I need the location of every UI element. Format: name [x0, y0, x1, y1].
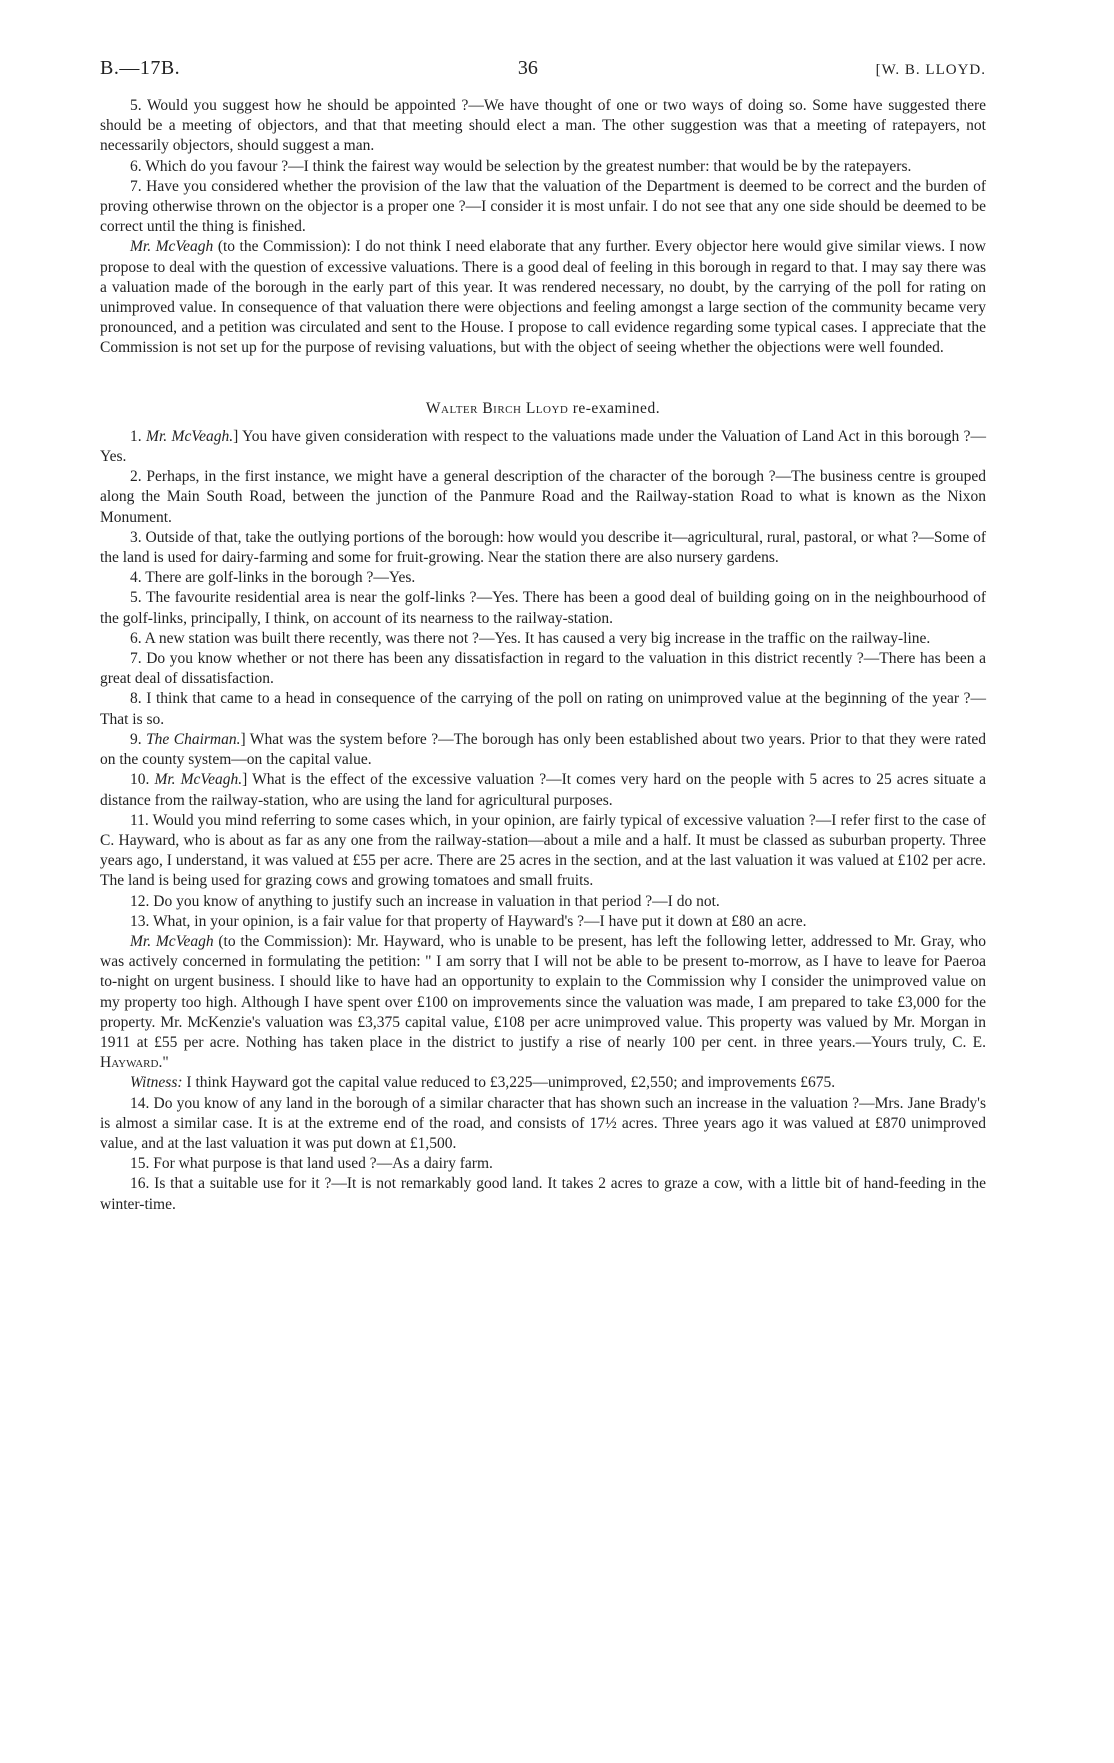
paragraph-q13: [100, 912, 986, 932]
paragraph-q16: [100, 1174, 986, 1214]
paragraph-q1: [100, 427, 986, 467]
paragraph-mcveagh1: [100, 237, 986, 358]
paragraph-q3: [100, 528, 986, 568]
paragraph-q4: [100, 568, 986, 588]
paragraph-p7: [100, 177, 986, 238]
paragraph-q10: [100, 770, 986, 810]
text-segment: 5. The favourite residential area is near the golf-links ?—Yes. There has been a good deal of building going on in the neighbourhood of the golf-links, principally, I think, on account of its nearness to the railway-station.: [100, 589, 986, 627]
text-segment: ] What was the system before ?—The borough has only been established about two years. Prior to that they were rated on the county system—on the capital value.: [100, 730, 987, 769]
text-segment: 4. There are golf-links in the borough ?—Yes.: [130, 569, 416, 587]
text-segment: Mr. McVeagh.: [154, 771, 243, 789]
text-segment: 11. Would you mind referring to some cases which, in your opinion, are fairly typical of excessive valuation ?—I refer first to the case of C. Hayward, who is about as far as any one from the railway-station—about a mile and a half. It must be classed as suburban property. Three years ago, I understand, it was valued at £55 per acre. There are 25 acres in the section, and at the last valuation it was valued at £102 per acre. The land is being used for grazing cows and growing tomatoes and small fruits.: [100, 811, 986, 890]
paragraph-p6: [100, 157, 986, 177]
preceding-testimony: [100, 96, 986, 359]
text-segment: 5. Would you suggest how he should be appointed ?—We have thought of one or two ways of doing so. Some have suggested there should be a meeting of objectors, and that that meeting should elect a man. The other suggestion was that a meeting of ratepayers, not necessarily objectors, should suggest a man.: [100, 97, 986, 155]
text-segment: 14. Do you know of any land in the borough of a similar character that has shown such an increase in the valuation ?—Mrs. Jane Brady's is almost a similar case. It is at the extreme end of the road, and consists of 17½ acres. Three years ago it was valued at £870 unimproved value, and at the last valuation it was put down at £1,500.: [100, 1094, 986, 1152]
paragraph-q9: [100, 730, 986, 770]
text-segment: 8. I think that came to a head in consequence of the carrying of the poll on rating on unimproved value at the beginning of the year ?—That is so.: [100, 690, 986, 728]
page-header: [100, 58, 986, 96]
text-segment: 6. Which do you favour ?—I think the fairest way would be selection by the greatest number: that would be by the ratepayers.: [130, 157, 912, 175]
text-segment: 7. Do you know whether or not there has been any dissatisfaction in regard to the valuation in this district recently ?—There has been a great deal of dissatisfaction.: [100, 650, 986, 688]
paragraph-q5: [100, 588, 986, 628]
text-segment: Mr. McVeagh: [130, 238, 214, 256]
witness-name-header: [W. B. LLOYD.: [875, 62, 986, 78]
document-reference: B.—17B.: [100, 57, 181, 79]
re-examination-testimony: [100, 427, 986, 1215]
text-segment: (to the Commission): Mr. Hayward, who is unable to be present, has left the following letter, addressed to Mr. Gray, who was actively concerned in formulating the petition: " I am sorry that I will not be able to be present to-morrow, as I have to leave for Paeroa to-night on urgent business. I should like to have had an opportunity to explain to the Commission why I consider the unimproved value on my property too high. Although I have spent over £100 on improvements since the valuation was made, I am prepared to take £3,000 for the property. Mr. McKenzie's valuation was £3,375 capital value, £108 per acre unimproved value. This property was valued by Mr. Morgan in 1911 at £55 per acre. Nothing has taken place in the district to justify a rise of nearly 100 per cent. in three years.—Yours truly, C. E.: [100, 932, 986, 1051]
text-segment: Mr. McVeagh: [130, 932, 214, 950]
witness-name: Walter Birch Lloyd: [425, 399, 569, 417]
text-segment: (to the Commission): I do not think I need elaborate that any further. Every objector here would give similar views. I now propose to deal with the question of excessive valuations. There is a good deal of feeling in this borough in regard to that. I may say there was a valuation made of the borough in the early part of this year. It was rendered necessary, no doubt, by the carrying of the poll for rating on unimproved value. In consequence of that valuation there were objections and feeling amongst a large section of the community became very pronounced, and a petition was circulated and sent to the House. I propose to call evidence regarding some typical cases. I appreciate that the Commission is not set up for the purpose of revising valuations, but with the object of seeing whether the objections were well founded.: [100, 238, 986, 357]
text-segment: 16. Is that a suitable use for it ?—It is not remarkably good land. It takes 2 acres to graze a cow, with a little bit of hand-feeding in the winter-time.: [100, 1175, 986, 1213]
text-segment: Witness:: [130, 1074, 183, 1092]
paragraph-q12: [100, 892, 986, 912]
text-segment: 10.: [130, 771, 155, 789]
text-segment: ] You have given consideration with respect to the valuations made under the Valuation of Land Act in this borough ?—Yes.: [100, 427, 986, 466]
page-number: 36: [517, 57, 538, 79]
paragraph-q14: [100, 1094, 986, 1155]
paragraph-q11: [100, 811, 986, 892]
text-segment: 6. A new station was built there recently, was there not ?—Yes. It has caused a very big increase in the traffic on the railway-line.: [130, 629, 931, 647]
paragraph-q7: [100, 649, 986, 689]
text-segment: 3. Outside of that, take the outlying portions of the borough: how would you describe it—agricultural, rural, pastoral, or what ?—Some of the land is used for dairy-farming and some for fruit-growing. Near the station there are also nursery gardens.: [100, 528, 986, 567]
text-segment: Mr. McVeagh.: [146, 427, 234, 445]
text-segment: 7. Have you considered whether the provision of the law that the valuation of the Department is deemed to be correct and the burden of proving otherwise thrown on the objector is a proper one ?—I consider it is most unfair. I do not see that any one side should be deemed to be correct until the thing is finished.: [100, 177, 986, 236]
paragraph-q2: [100, 467, 986, 528]
text-segment: .": [158, 1054, 169, 1072]
paragraph-mcveagh2: [100, 932, 986, 1073]
text-segment: 15. For what purpose is that land used ?—As a dairy farm.: [130, 1155, 493, 1173]
text-segment: I think Hayward got the capital value reduced to £3,225—unimproved, £2,550; and improvements £675.: [182, 1074, 836, 1092]
paragraph-q8: [100, 689, 986, 729]
paragraph-q15: [100, 1154, 986, 1174]
paragraph-q6: [100, 629, 986, 649]
heading-suffix: re-examined.: [568, 399, 661, 417]
paragraph-p5: [100, 96, 986, 157]
paragraph-witness: [100, 1073, 986, 1093]
text-segment: 1.: [130, 427, 147, 445]
text-segment: ] What is the effect of the excessive valuation ?—It comes very hard on the people with 5 acres to 25 acres situate a distance from the railway-station, who are using the land for agricultural purposes.: [100, 771, 987, 809]
text-segment: 9.: [130, 730, 147, 748]
text-segment: Hayward: [100, 1054, 159, 1072]
text-segment: 13. What, in your opinion, is a fair value for that property of Hayward's ?—I have put it down at £80 an acre.: [130, 912, 807, 930]
section-heading: [100, 399, 986, 419]
text-segment: 2. Perhaps, in the first instance, we might have a general description of the character of the borough ?—The business centre is grouped along the Main South Road, between the junction of the Panmure Road and the Railway-station Road to what is known as the Nixon Monument.: [100, 468, 986, 526]
text-segment: 12. Do you know of anything to justify such an increase in valuation in that period ?—I do not.: [130, 892, 720, 910]
text-segment: The Chairman.: [146, 730, 241, 748]
document-page: [100, 58, 986, 1215]
